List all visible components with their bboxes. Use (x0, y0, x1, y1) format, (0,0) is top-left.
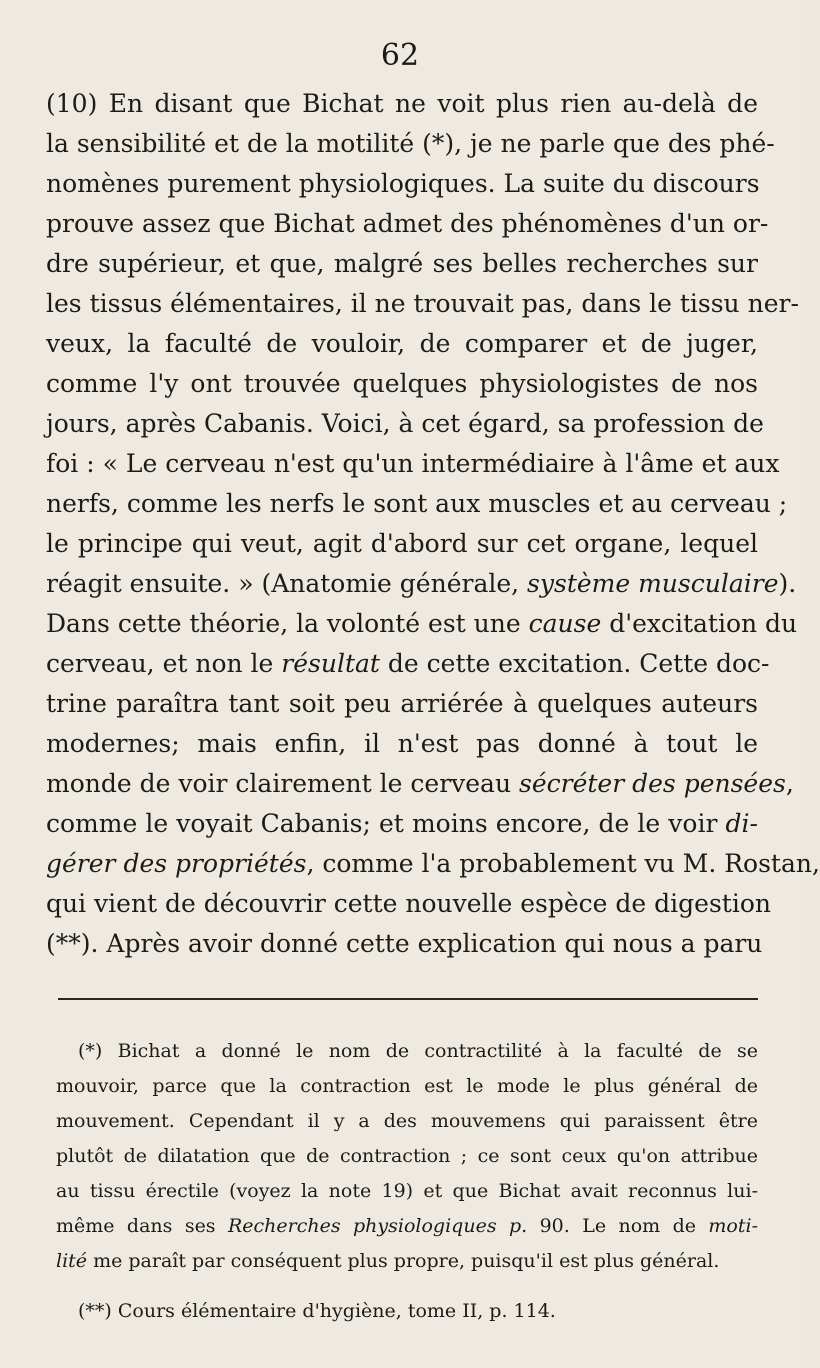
text-segment: trine paraîtra tant soit peu arriérée à quelques auteurs (46, 689, 758, 718)
footnote-separator-rule (58, 998, 758, 1000)
text-segment: au tissu érectile (voyez la note 19) et que Bichat avait reconnus lui- (56, 1180, 758, 1202)
italic-text: résultat (281, 649, 380, 678)
text-segment: cerveau, et non le (46, 649, 282, 678)
text-line (46, 884, 771, 924)
footnote-contractilite (56, 1034, 758, 1279)
text-segment: même dans ses (56, 1215, 228, 1237)
text-segment: d'excitation du (601, 609, 798, 638)
italic-text: di- (725, 809, 758, 838)
text-line (46, 444, 780, 484)
text-segment: de cette excitation. Cette doc- (379, 649, 770, 678)
text-line (56, 1174, 758, 1209)
text-line (46, 404, 764, 444)
text-segment: , comme l'a probablement vu M. Rostan, (306, 849, 820, 878)
text-line (56, 1244, 758, 1279)
text-line (46, 124, 775, 164)
text-line (56, 1104, 758, 1139)
text-segment: foi : « Le cerveau n'est qu'un intermédiaire à l'âme et aux (46, 449, 780, 478)
text-line (46, 844, 820, 884)
text-line (46, 364, 758, 404)
text-segment: veux, la faculté de vouloir, de comparer et de juger, (46, 329, 758, 358)
text-line (56, 1209, 758, 1244)
text-segment: jours, après Cabanis. Voici, à cet égard, sa profession de (46, 409, 764, 438)
italic-text: système musculaire (527, 569, 779, 598)
text-line (46, 164, 758, 204)
text-line (56, 1294, 758, 1329)
text-line (46, 524, 758, 564)
text-segment: (**). Après avoir donné cette explication qui nous a paru (46, 929, 763, 958)
text-line (46, 924, 763, 964)
text-segment: , (785, 769, 794, 798)
text-segment: (**) Cours élémentaire d'hygiène, tome II, p. 114. (78, 1300, 556, 1322)
text-segment: (10) En disant que Bichat ne voit plus rien au-delà de (46, 89, 758, 118)
text-segment: plutôt de dilatation que de contraction ; ce sont ceux qu'on attribue (56, 1145, 758, 1167)
italic-text: sécréter des pensées (519, 769, 786, 798)
text-segment: le principe qui veut, agit d'abord sur cet organe, lequel (46, 529, 758, 558)
text-segment: me paraît par conséquent plus propre, puisqu'il est plus général. (87, 1250, 720, 1272)
italic-text: cause (528, 609, 602, 638)
italic-text: gérer des propriétés (46, 849, 307, 878)
italic-text: moti- (708, 1215, 758, 1237)
text-line (46, 604, 798, 644)
italic-text: Recherches physiologiques p. (227, 1215, 528, 1237)
text-line (46, 244, 758, 284)
text-segment: ). (778, 569, 797, 598)
text-segment: comme le voyait Cabanis; et moins encore, de le voir (46, 809, 726, 838)
italic-text: lité (56, 1250, 88, 1272)
text-segment: nomènes purement physiologiques. La suite du discours (46, 169, 760, 198)
text-line (56, 1069, 758, 1104)
text-segment: nerfs, comme les nerfs le sont aux muscles et au cerveau ; (46, 489, 788, 518)
text-line (46, 684, 758, 724)
text-line (46, 84, 758, 124)
footnotes (56, 1034, 758, 1329)
text-line (46, 284, 799, 324)
text-line (46, 644, 770, 684)
text-segment: les tissus élémentaires, il ne trouvait pas, dans le tissu ner- (46, 289, 799, 318)
text-segment: modernes; mais enfin, il n'est pas donné à tout le (46, 729, 758, 758)
text-line (56, 1139, 758, 1174)
text-segment: la sensibilité et de la motilité (*), je ne parle que des phé- (46, 129, 775, 158)
text-segment: Dans cette théorie, la volonté est une (46, 609, 529, 638)
text-line (46, 484, 788, 524)
main-paragraph (46, 84, 820, 964)
text-segment: mouvement. Cependant il y a des mouvemens qui paraissent être (56, 1110, 758, 1132)
text-line (46, 324, 758, 364)
page-number: 62 (380, 38, 420, 73)
text-line (46, 564, 797, 604)
text-line (46, 204, 769, 244)
footnote-hygiene (56, 1294, 758, 1329)
text-line (46, 764, 794, 804)
text-line (46, 804, 758, 844)
text-segment: comme l'y ont trouvée quelques physiologistes de nos (46, 369, 758, 398)
text-segment: (*) Bichat a donné le nom de contractilité à la faculté de se (78, 1040, 758, 1062)
text-segment: prouve assez que Bichat admet des phénomènes d'un or- (46, 209, 769, 238)
text-segment: mouvoir, parce que la contraction est le mode le plus général de (56, 1075, 758, 1097)
text-line (56, 1034, 758, 1069)
text-segment: dre supérieur, et que, malgré ses belles recherches sur (46, 249, 758, 278)
text-segment: réagit ensuite. » (Anatomie générale, (46, 569, 528, 598)
text-line (46, 724, 758, 764)
text-segment: monde de voir clairement le cerveau (46, 769, 520, 798)
text-segment: 90. Le nom de (527, 1215, 709, 1237)
text-segment: qui vient de découvrir cette nouvelle espèce de digestion (46, 889, 771, 918)
